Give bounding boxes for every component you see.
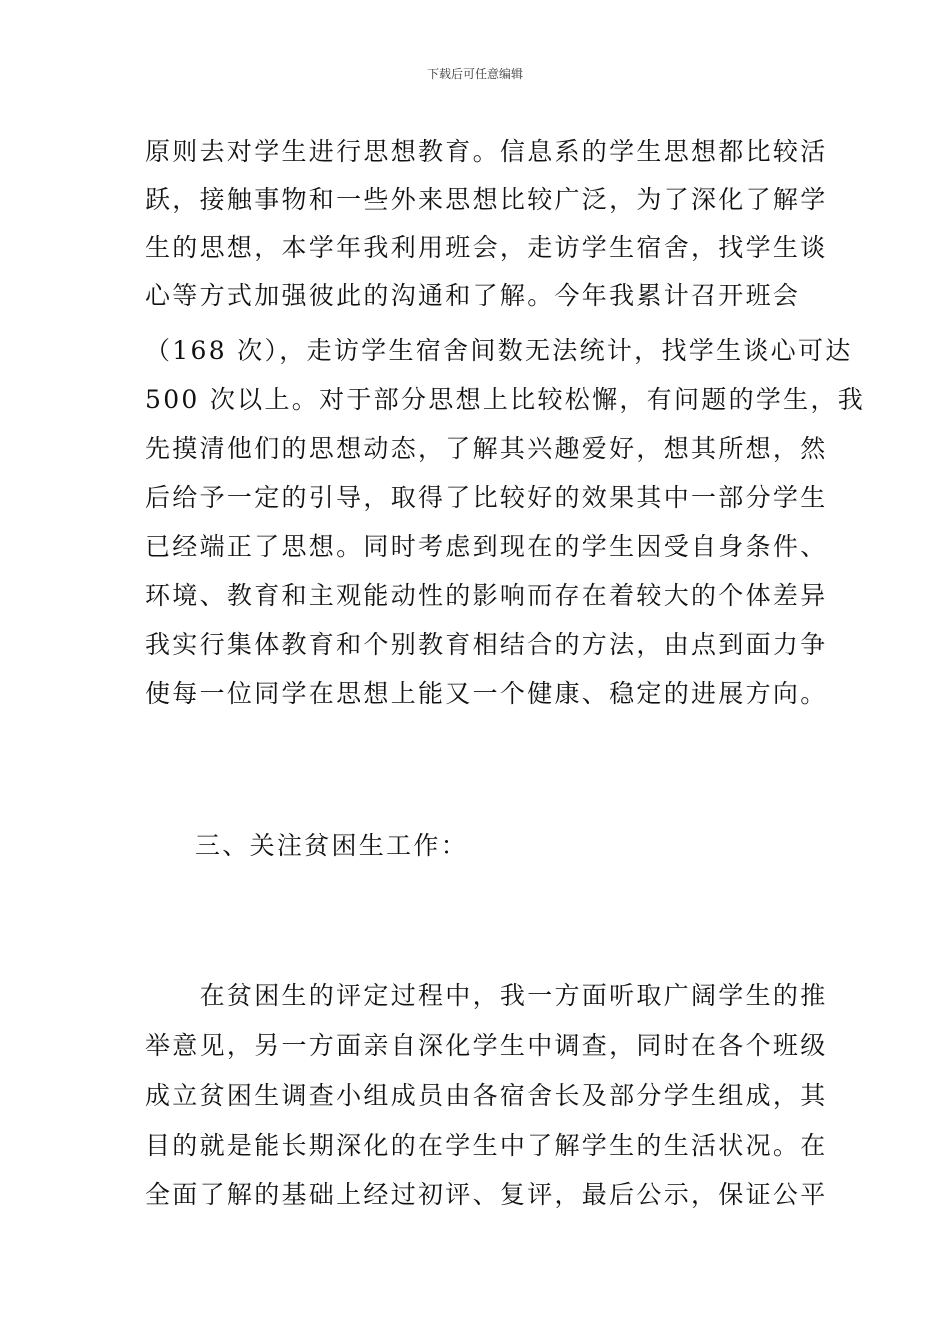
text-line: （168 次），走访学生宿舍间数无法统计，找学生谈心可达 xyxy=(145,336,853,365)
text-line: 环境、教育和主观能动性的影响而存在着较大的个体差异 xyxy=(145,581,828,610)
header-note: 下载后可任意编辑 xyxy=(426,67,523,81)
text-line: 我实行集体教育和个别教育相结合的方法，由点到面力争 xyxy=(145,630,828,659)
text-line: 成立贫困生调查小组成员由各宿舍长及部分学生组成，其 xyxy=(145,1081,828,1110)
text-line: 后给予一定的引导，取得了比较好的效果其中一部分学生 xyxy=(145,483,828,512)
text-line: 500 次以上。对于部分思想上比较松懈，有问题的学生，我 xyxy=(145,385,866,414)
text-line: 生的思想，本学年我利用班会，走访学生宿舍，找学生谈 xyxy=(145,233,828,262)
text-line: 心等方式加强彼此的沟通和了解。今年我累计召开班会 xyxy=(145,281,801,310)
text-line: 举意见，另一方面亲自深化学生中调查，同时在各个班级 xyxy=(145,1031,828,1060)
text-line: 在贫困生的评定过程中，我一方面听取广阔学生的推 xyxy=(145,981,828,1010)
text-line: 原则去对学生进行思想教育。信息系的学生思想都比较活 xyxy=(145,137,828,166)
text-line: 已经端正了思想。同时考虑到现在的学生因受自身条件、 xyxy=(145,532,828,561)
text-line: 目的就是能长期深化的在学生中了解学生的生活状况。在 xyxy=(145,1131,828,1160)
text-line: 跃，接触事物和一些外来思想比较广泛，为了深化了解学 xyxy=(145,185,828,214)
text-line: 使每一位同学在思想上能又一个健康、稳定的进展方向。 xyxy=(145,679,828,708)
section-heading: 三、关注贫困生工作： xyxy=(195,831,469,860)
text-line: 先摸清他们的思想动态，了解其兴趣爱好，想其所想，然 xyxy=(145,434,828,463)
text-line: 全面了解的基础上经过初评、复评，最后公示，保证公平 xyxy=(145,1180,828,1209)
